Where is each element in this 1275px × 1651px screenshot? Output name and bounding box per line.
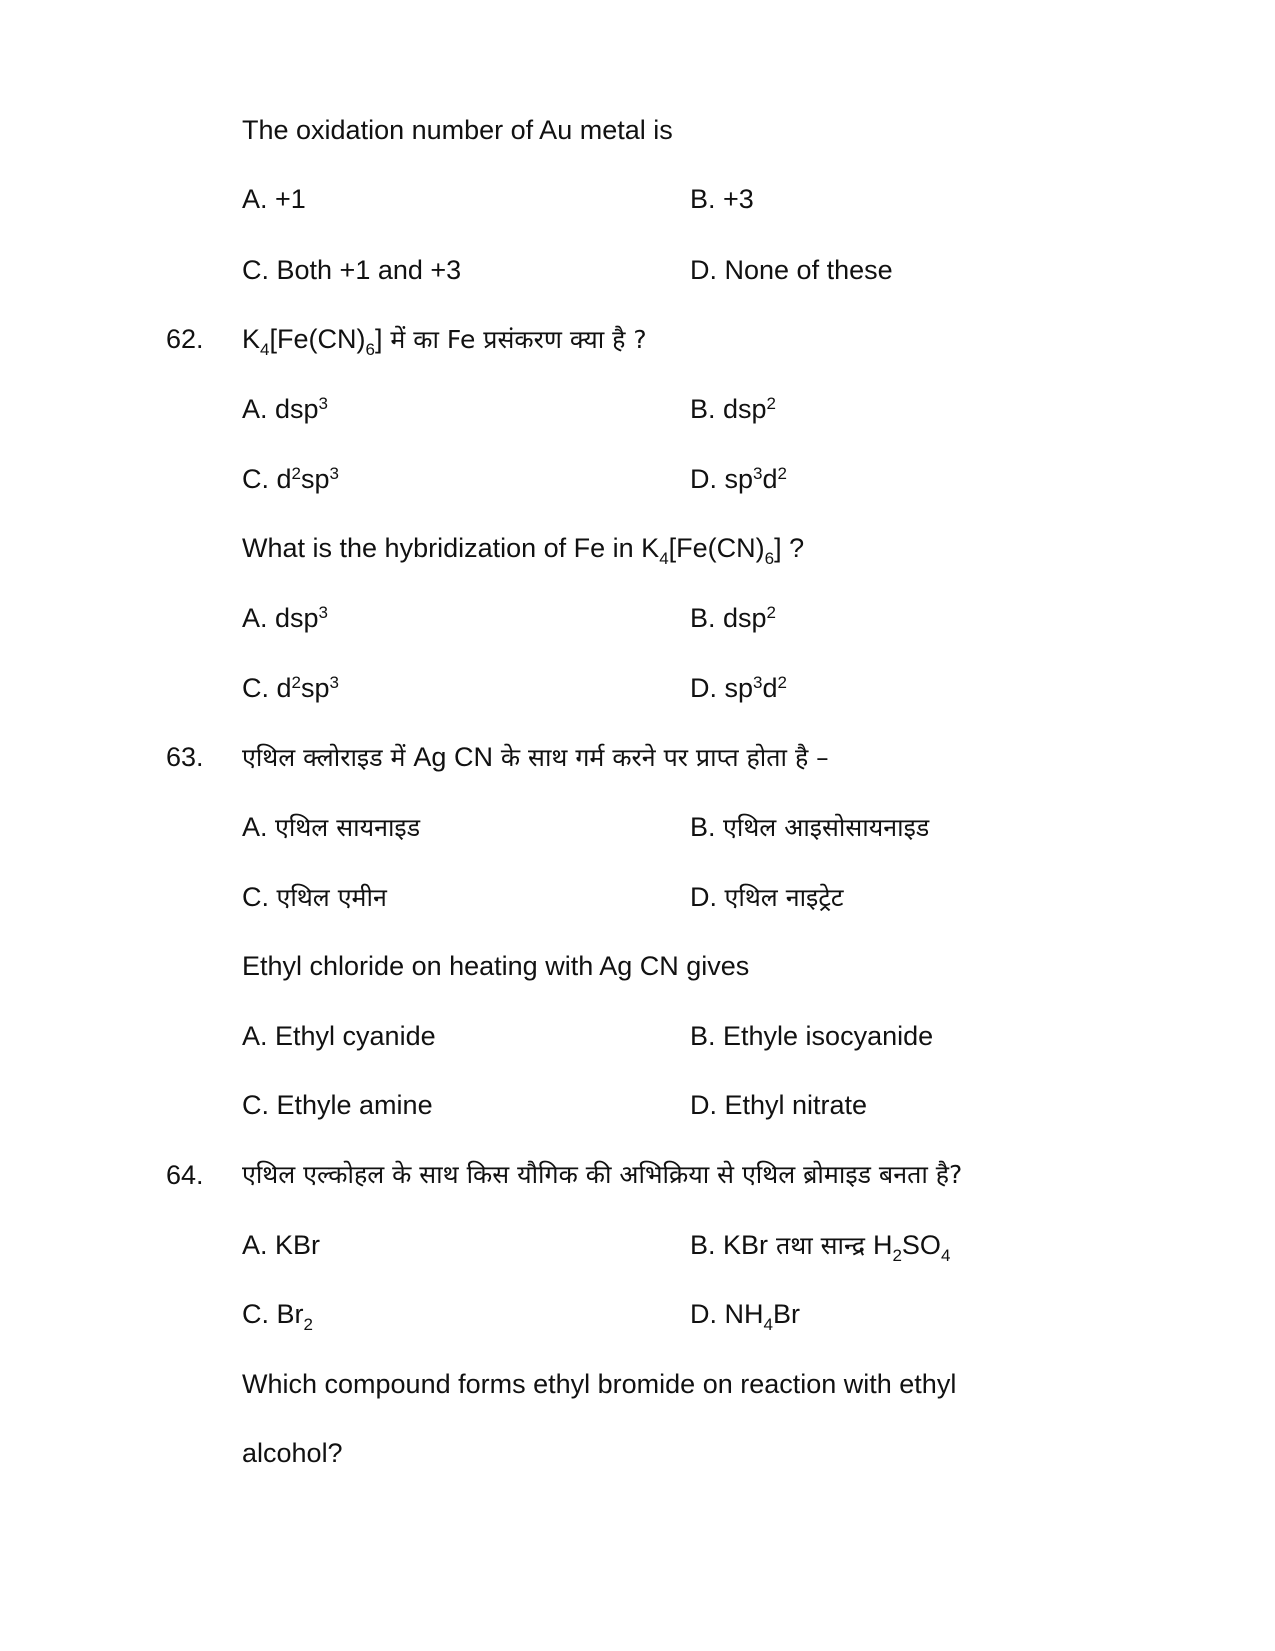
q62-option-a: A. dsp$^3$ bbox=[242, 394, 329, 424]
q61-question: The oxidation number of Au metal is bbox=[242, 115, 673, 145]
formula-close: ] bbox=[374, 324, 383, 354]
q63-hi-option-c: C. एथिल एमीन bbox=[242, 882, 387, 912]
q63-option-d: D. Ethyl nitrate bbox=[690, 1090, 868, 1120]
q64-question-hindi: एथिल एल्कोहल के साथ किस यौगिक की अभिक्रिया से एथिल ब्रोमाइड बनता है? bbox=[242, 1160, 963, 1189]
q63-option-a: A. Ethyl cyanide bbox=[242, 1021, 436, 1051]
q63-option-c: C. Ethyle amine bbox=[242, 1090, 433, 1120]
formula-k: K bbox=[242, 324, 261, 354]
q63-question-english: Ethyl chloride on heating with Ag CN gives bbox=[242, 951, 750, 981]
formula-sub: 6 bbox=[365, 340, 375, 359]
q62-en-option-c: C. $d^2sp^3$ bbox=[242, 673, 339, 703]
q64-number: 64. bbox=[166, 1160, 204, 1190]
q62-en-option-d: D. $sp^3d^2$ bbox=[690, 673, 787, 703]
q62-option-d: D. $sp^3d^2$ bbox=[690, 464, 787, 494]
q62-option-c: C. $d^2sp^3$ bbox=[242, 464, 339, 494]
q62-option-b: B. dsp$^2$ bbox=[690, 394, 777, 424]
q61-option-b: B. +3 bbox=[690, 184, 754, 214]
q64-option-d: D. $NH_4Br$ bbox=[690, 1299, 800, 1334]
q64-option-b: B. KBr तथा सान्द्र $H_2SO_4$ bbox=[690, 1230, 951, 1265]
q63-option-b: B. Ethyle isocyanide bbox=[690, 1021, 934, 1051]
q63-hi-option-b: B. एथिल आइसोसायनाइड bbox=[690, 812, 930, 842]
q63-hi-option-d: D. एथिल नाइट्रेट bbox=[690, 882, 844, 912]
q64-question-english-line2: alcohol? bbox=[242, 1438, 343, 1468]
q61-option-c: C. Both +1 and +3 bbox=[242, 255, 462, 285]
q63-number: 63. bbox=[166, 742, 204, 772]
q61-option-d: D. None of these bbox=[690, 255, 893, 285]
q62-hindi-text: में का Fe प्रसंकरण क्या है ? bbox=[382, 325, 647, 354]
q62-question-hindi bbox=[242, 322, 647, 357]
formula-sub: 4 bbox=[260, 340, 270, 359]
q63-hi-option-a: A. एथिल सायनाइड bbox=[242, 812, 421, 842]
q64-option-c: C. $Br_2$ bbox=[242, 1299, 313, 1334]
q62-question-english: What is the hybridization of Fe in $K_4[Fe(CN)_6]$ ? bbox=[242, 533, 805, 568]
q64-question-english-line1: Which compound forms ethyl bromide on reaction with ethyl bbox=[242, 1369, 957, 1399]
q61-option-a: A. +1 bbox=[242, 184, 306, 214]
formula-fe: [Fe(CN) bbox=[269, 324, 366, 354]
q62-number: 62. bbox=[166, 324, 204, 354]
q63-question-hindi: एथिल क्लोराइड में Ag CN के साथ गर्म करने पर प्राप्त होता है – bbox=[242, 742, 829, 772]
q64-option-a: A. KBr bbox=[242, 1230, 321, 1260]
q62-en-option-a: A. dsp$^3$ bbox=[242, 603, 329, 633]
q62-en-option-b: B. dsp$^2$ bbox=[690, 603, 777, 633]
